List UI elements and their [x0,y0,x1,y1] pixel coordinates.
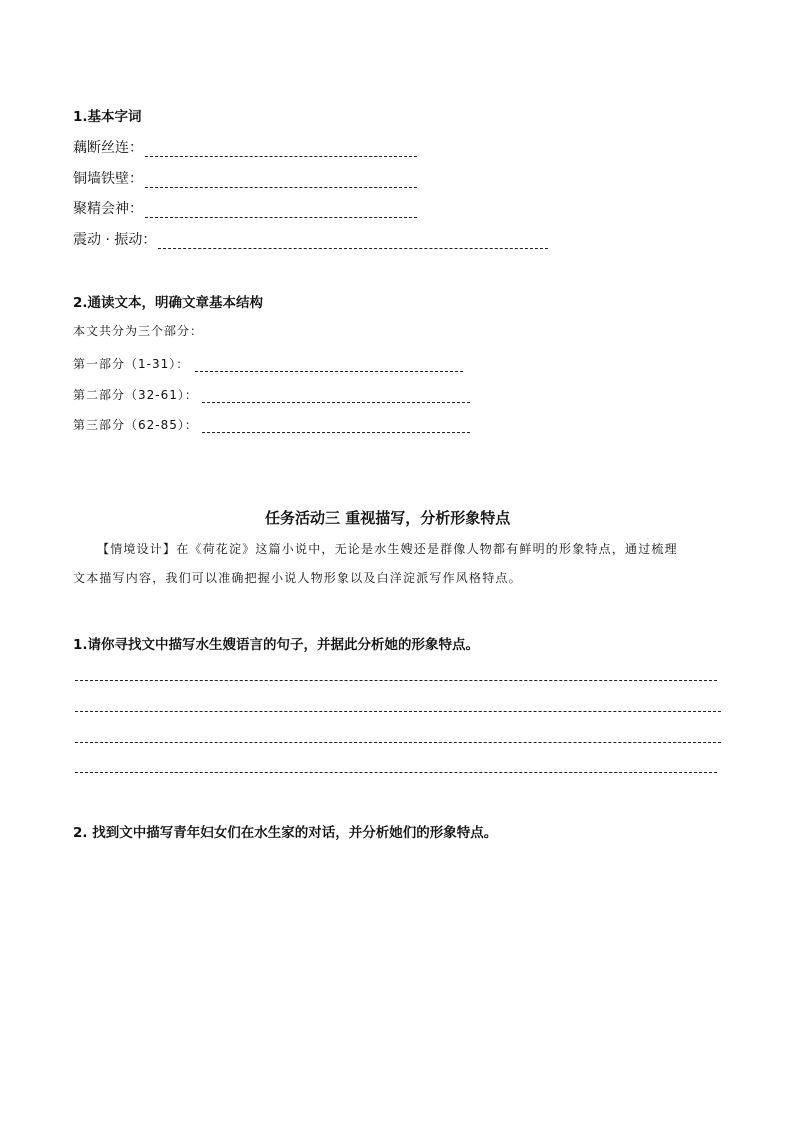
part-label: 第三部分（62-85）： [73,418,198,432]
section1-heading: 1.基本字词 [73,109,142,125]
section2-heading: 2.通读文本，明确文章基本结构 [73,295,264,311]
answer-blank[interactable] [145,156,417,157]
term-label: 藕断丝连： [73,140,143,156]
term-label: 震动 · 振动： [73,232,157,248]
part-label: 第二部分（32-61）： [73,388,198,402]
situation-design-line-1: 【情境设计】在《荷花淀》这篇小说中，无论是水生嫂还是群像人物都有鲜明的形象特点，通过梳理 [97,542,678,556]
answer-blank[interactable] [145,187,417,188]
task3-title: 任务活动三 重视描写，分析形象特点 [265,509,511,527]
fill-row-4 [73,229,548,249]
question-2: 2. 找到文中描写青年妇女们在水生家的对话，并分析她们的形象特点。 [73,825,498,841]
part-label: 第一部分（1-31）： [73,357,190,371]
situation-design-line-2: 文本描写内容，我们可以准确把握小说人物形象以及白洋淀派写作风格特点。 [73,571,522,585]
answer-line-4[interactable] [75,772,717,773]
term-label: 铜墙铁壁： [73,171,143,187]
fill-row-3 [73,198,417,218]
fill-row-2 [73,168,417,188]
part-row-3 [73,414,470,433]
answer-blank[interactable] [202,402,470,403]
answer-line-3[interactable] [75,742,721,743]
fill-row-1 [73,137,417,157]
term-label: 聚精会神： [73,201,143,217]
answer-line-1[interactable] [75,680,717,681]
part-row-2 [73,384,470,403]
part-row-1 [73,353,463,372]
question-1: 1.请你寻找文中描写水生嫂语言的句子，并据此分析她的形象特点。 [73,637,480,653]
answer-blank[interactable] [202,432,470,433]
section2-intro: 本文共分为三个部分： [73,324,204,338]
answer-line-2[interactable] [75,711,721,712]
answer-blank[interactable] [195,371,463,372]
answer-blank[interactable] [158,248,548,249]
answer-blank[interactable] [145,217,417,218]
